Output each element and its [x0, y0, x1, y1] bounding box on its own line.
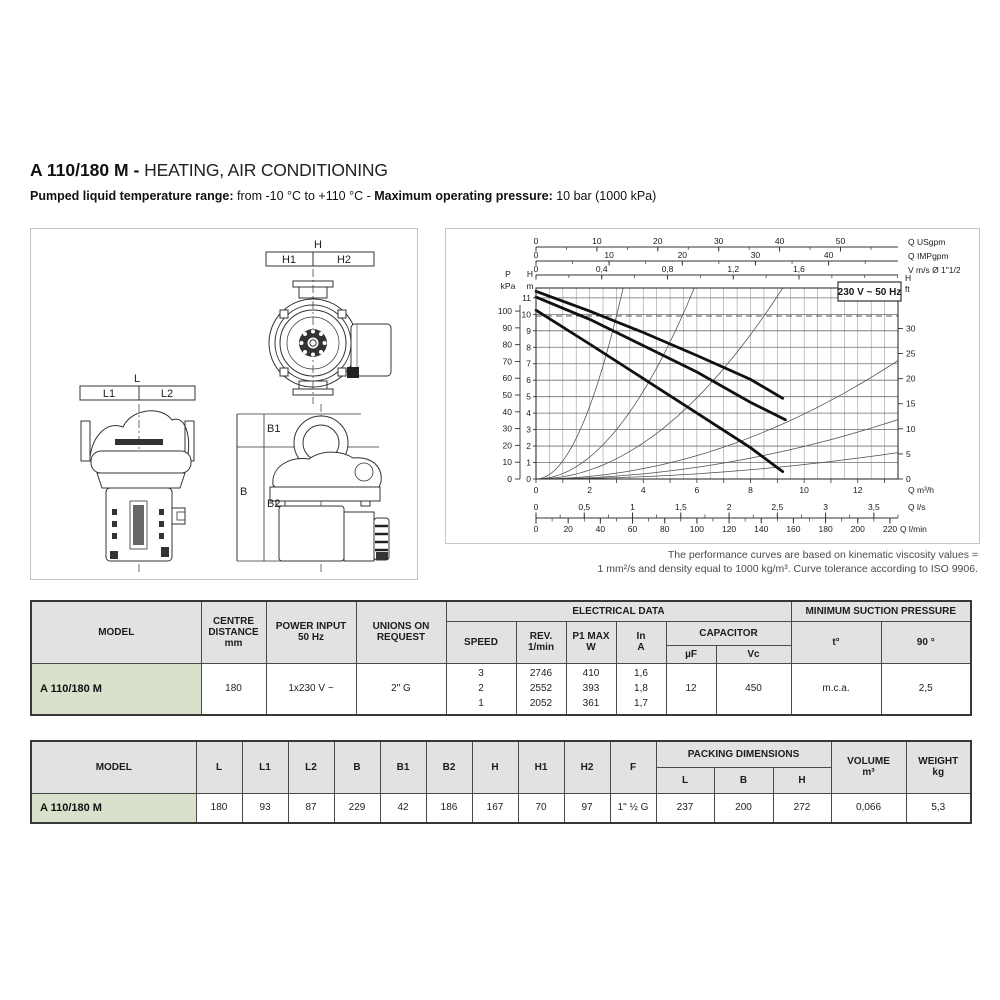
- dimensions-data-row: [31, 793, 971, 823]
- col-header-F: F: [610, 741, 656, 793]
- svg-text:10: 10: [592, 236, 602, 246]
- svg-text:3: 3: [823, 502, 828, 512]
- svg-text:5: 5: [906, 448, 911, 459]
- group-header-capacitor: CAPACITOR: [666, 621, 791, 645]
- svg-text:230 V ~ 50 Hz: 230 V ~ 50 Hz: [837, 287, 902, 298]
- dim-label-l1: L1: [102, 388, 116, 400]
- svg-text:0: 0: [533, 502, 539, 512]
- cell-t: m.c.a.: [791, 663, 881, 715]
- svg-text:50: 50: [835, 236, 846, 246]
- svg-text:30: 30: [750, 250, 761, 260]
- svg-text:8: 8: [748, 485, 753, 495]
- svg-text:8: 8: [526, 342, 531, 353]
- dim-label-h1: H1: [281, 254, 297, 266]
- col-header-L: L: [196, 741, 242, 793]
- svg-text:80: 80: [659, 524, 670, 534]
- svg-text:160: 160: [786, 524, 801, 534]
- cell-L1: 93: [242, 793, 288, 823]
- svg-text:V m/s Ø 1"1/2: V m/s Ø 1"1/2: [908, 265, 961, 275]
- col-header-power-input: POWER INPUT 50 Hz: [266, 601, 356, 663]
- svg-text:0,4: 0,4: [595, 264, 608, 274]
- svg-text:10: 10: [521, 309, 531, 320]
- cell-power-input: 1x230 V ~: [266, 663, 356, 715]
- curves-note: [445, 548, 978, 576]
- svg-text:4: 4: [526, 408, 531, 419]
- svg-text:0: 0: [526, 474, 531, 484]
- svg-text:Q m³/h: Q m³/h: [908, 485, 934, 495]
- svg-text:40: 40: [502, 406, 512, 417]
- svg-text:0,5: 0,5: [578, 502, 591, 512]
- svg-text:40: 40: [823, 250, 834, 260]
- cell-pack-B: 200: [714, 793, 773, 823]
- svg-text:30: 30: [906, 323, 916, 334]
- cell-centre-distance: 180: [201, 663, 266, 715]
- col-header-L2: L2: [288, 741, 334, 793]
- svg-text:4: 4: [640, 485, 646, 495]
- group-header-electrical-data: ELECTRICAL DATA: [446, 601, 791, 621]
- svg-text:50: 50: [502, 390, 512, 401]
- col-header-rev: REV. 1/min: [516, 621, 566, 663]
- cell-p1max: 410 393 361: [566, 663, 616, 715]
- performance-chart: [446, 229, 979, 543]
- svg-text:20: 20: [502, 440, 512, 451]
- svg-text:12: 12: [853, 485, 863, 495]
- technical-drawings-box: [30, 228, 418, 580]
- cell-L: 180: [196, 793, 242, 823]
- cell-model2: A 110/180 M: [31, 793, 196, 823]
- cell-rev: 2746 2552 2052: [516, 663, 566, 715]
- col-header-L1: L1: [242, 741, 288, 793]
- pressure-value: 10 bar (1000 kPa): [552, 189, 657, 203]
- col-header-model: MODEL: [31, 601, 201, 663]
- dim-label-l2: L2: [160, 388, 174, 400]
- svg-text:3,5: 3,5: [867, 502, 880, 512]
- model-name: A 110/180 M -: [30, 160, 140, 180]
- svg-text:7: 7: [526, 358, 531, 369]
- svg-text:Q USgpm: Q USgpm: [908, 237, 946, 247]
- cell-weight: 5,3: [906, 793, 971, 823]
- cell-model: A 110/180 M: [31, 663, 201, 715]
- col-header-weight: WEIGHT kg: [906, 741, 971, 793]
- col-header-B2: B2: [426, 741, 472, 793]
- svg-text:P: P: [505, 269, 511, 279]
- svg-text:2: 2: [526, 441, 531, 452]
- svg-text:30: 30: [713, 236, 724, 246]
- svg-text:6: 6: [694, 485, 700, 495]
- electrical-data-row: [31, 663, 971, 715]
- cell-B: 229: [334, 793, 380, 823]
- page-subtitle: [30, 189, 656, 203]
- svg-text:200: 200: [850, 524, 865, 534]
- col-header-unions: UNIONS ON REQUEST: [356, 601, 446, 663]
- cell-pack-L: 237: [656, 793, 714, 823]
- svg-text:5: 5: [526, 391, 531, 402]
- col-header-H1: H1: [518, 741, 564, 793]
- col-header-centre-distance: CENTRE DISTANCE mm: [201, 601, 266, 663]
- svg-text:Q IMPgpm: Q IMPgpm: [908, 251, 949, 261]
- cell-B1: 42: [380, 793, 426, 823]
- col-header-90: 90 °: [881, 621, 971, 663]
- dimensions-table: [30, 740, 972, 824]
- col-header-pack-L: L: [656, 767, 714, 793]
- svg-text:2: 2: [726, 502, 732, 512]
- performance-chart-box: [445, 228, 980, 544]
- svg-text:25: 25: [906, 348, 916, 359]
- svg-text:1,6: 1,6: [793, 264, 805, 274]
- svg-text:1,2: 1,2: [727, 264, 740, 274]
- svg-text:1: 1: [630, 502, 635, 512]
- svg-text:6: 6: [526, 375, 531, 386]
- dim-label-b1: B1: [267, 423, 281, 435]
- pressure-label: Maximum operating pressure:: [374, 189, 553, 203]
- cell-volume: 0,066: [831, 793, 906, 823]
- cell-pack-H: 272: [773, 793, 831, 823]
- svg-text:1: 1: [526, 457, 531, 468]
- svg-text:120: 120: [721, 524, 737, 534]
- col-header-p1max: P1 MAX W: [566, 621, 616, 663]
- svg-text:20: 20: [563, 524, 573, 534]
- cell-capacitor-vc: 450: [716, 663, 791, 715]
- col-header-vc: Vc: [716, 645, 791, 663]
- cell-capacitor-uf: 12: [666, 663, 716, 715]
- svg-text:0: 0: [507, 474, 512, 484]
- temp-range-label: Pumped liquid temperature range:: [30, 189, 234, 203]
- svg-text:10: 10: [906, 423, 916, 434]
- cell-B2: 186: [426, 793, 472, 823]
- dim-label-b: B: [240, 486, 248, 498]
- pump-drawings: [31, 229, 417, 579]
- col-header-volume: VOLUME m³: [831, 741, 906, 793]
- svg-text:15: 15: [906, 398, 916, 409]
- svg-text:0: 0: [533, 485, 539, 495]
- svg-text:90: 90: [502, 322, 512, 333]
- svg-text:0: 0: [533, 524, 539, 534]
- svg-text:11: 11: [522, 292, 531, 303]
- cell-in: 1,6 1,8 1,7: [616, 663, 666, 715]
- cell-90: 2,5: [881, 663, 971, 715]
- svg-text:10: 10: [502, 457, 512, 468]
- svg-text:20: 20: [653, 236, 663, 246]
- svg-text:20: 20: [906, 373, 916, 384]
- col-header-H: H: [472, 741, 518, 793]
- col-header-B: B: [334, 741, 380, 793]
- col-header-uf: µF: [666, 645, 716, 663]
- col-header-t: t°: [791, 621, 881, 663]
- svg-text:ft: ft: [905, 284, 910, 294]
- dim-label-h: H: [314, 239, 322, 251]
- svg-text:10: 10: [799, 485, 809, 495]
- svg-text:1,5: 1,5: [674, 502, 687, 512]
- electrical-data-table: [30, 600, 972, 716]
- svg-text:0: 0: [533, 250, 539, 260]
- svg-text:2: 2: [587, 485, 592, 495]
- cell-F: 1" ½ G: [610, 793, 656, 823]
- svg-text:m: m: [526, 281, 534, 291]
- page-title: [30, 160, 388, 181]
- col-header-model2: MODEL: [31, 741, 196, 793]
- col-header-speed: SPEED: [446, 621, 516, 663]
- svg-text:Q l/min: Q l/min: [899, 524, 927, 534]
- svg-text:80: 80: [502, 339, 512, 350]
- dim-label-b2: B2: [267, 498, 281, 510]
- svg-text:20: 20: [677, 250, 688, 260]
- dim-label-h2: H2: [336, 254, 352, 266]
- svg-text:10: 10: [604, 250, 614, 260]
- svg-text:60: 60: [627, 524, 638, 534]
- svg-text:H: H: [526, 269, 534, 279]
- svg-text:40: 40: [774, 236, 785, 246]
- svg-text:220: 220: [882, 524, 898, 534]
- svg-text:H: H: [905, 273, 912, 283]
- svg-text:kPa: kPa: [500, 281, 516, 291]
- cell-H1: 70: [518, 793, 564, 823]
- svg-text:0: 0: [533, 264, 539, 274]
- group-header-min-suction: MINIMUM SUCTION PRESSURE: [791, 601, 971, 621]
- cell-unions: 2" G: [356, 663, 446, 715]
- temp-range-value: from -10 °C to +110 °C -: [233, 189, 375, 203]
- group-header-packing: PACKING DIMENSIONS: [656, 741, 831, 767]
- cell-L2: 87: [288, 793, 334, 823]
- svg-text:9: 9: [526, 325, 531, 336]
- cell-H2: 97: [564, 793, 610, 823]
- svg-text:70: 70: [502, 356, 512, 367]
- col-header-B1: B1: [380, 741, 426, 793]
- svg-text:140: 140: [754, 524, 769, 534]
- dim-label-l: L: [133, 373, 141, 385]
- cell-H: 167: [472, 793, 518, 823]
- svg-text:100: 100: [689, 524, 704, 534]
- col-header-H2: H2: [564, 741, 610, 793]
- svg-text:30: 30: [502, 423, 512, 434]
- category-label: HEATING, AIR CONDITIONING: [144, 160, 388, 180]
- svg-text:0: 0: [533, 236, 539, 246]
- svg-text:0,8: 0,8: [661, 264, 674, 274]
- svg-text:3: 3: [526, 424, 531, 435]
- svg-text:100: 100: [497, 306, 512, 317]
- curves-note-line2: 1 mm²/s and density equal to 1000 kg/m³. Curve tolerance according to ISO 9906.: [597, 563, 978, 575]
- svg-text:Q l/s: Q l/s: [908, 502, 926, 512]
- svg-text:2,5: 2,5: [771, 502, 784, 512]
- curves-note-line1: The performance curves are based on kinematic viscosity values =: [667, 549, 978, 561]
- col-header-in: In A: [616, 621, 666, 663]
- col-header-pack-B: B: [714, 767, 773, 793]
- svg-text:60: 60: [502, 373, 512, 384]
- cell-speed: 3 2 1: [446, 663, 516, 715]
- svg-text:180: 180: [818, 524, 833, 534]
- col-header-pack-H: H: [773, 767, 831, 793]
- svg-text:0: 0: [906, 474, 911, 484]
- svg-text:40: 40: [595, 524, 606, 534]
